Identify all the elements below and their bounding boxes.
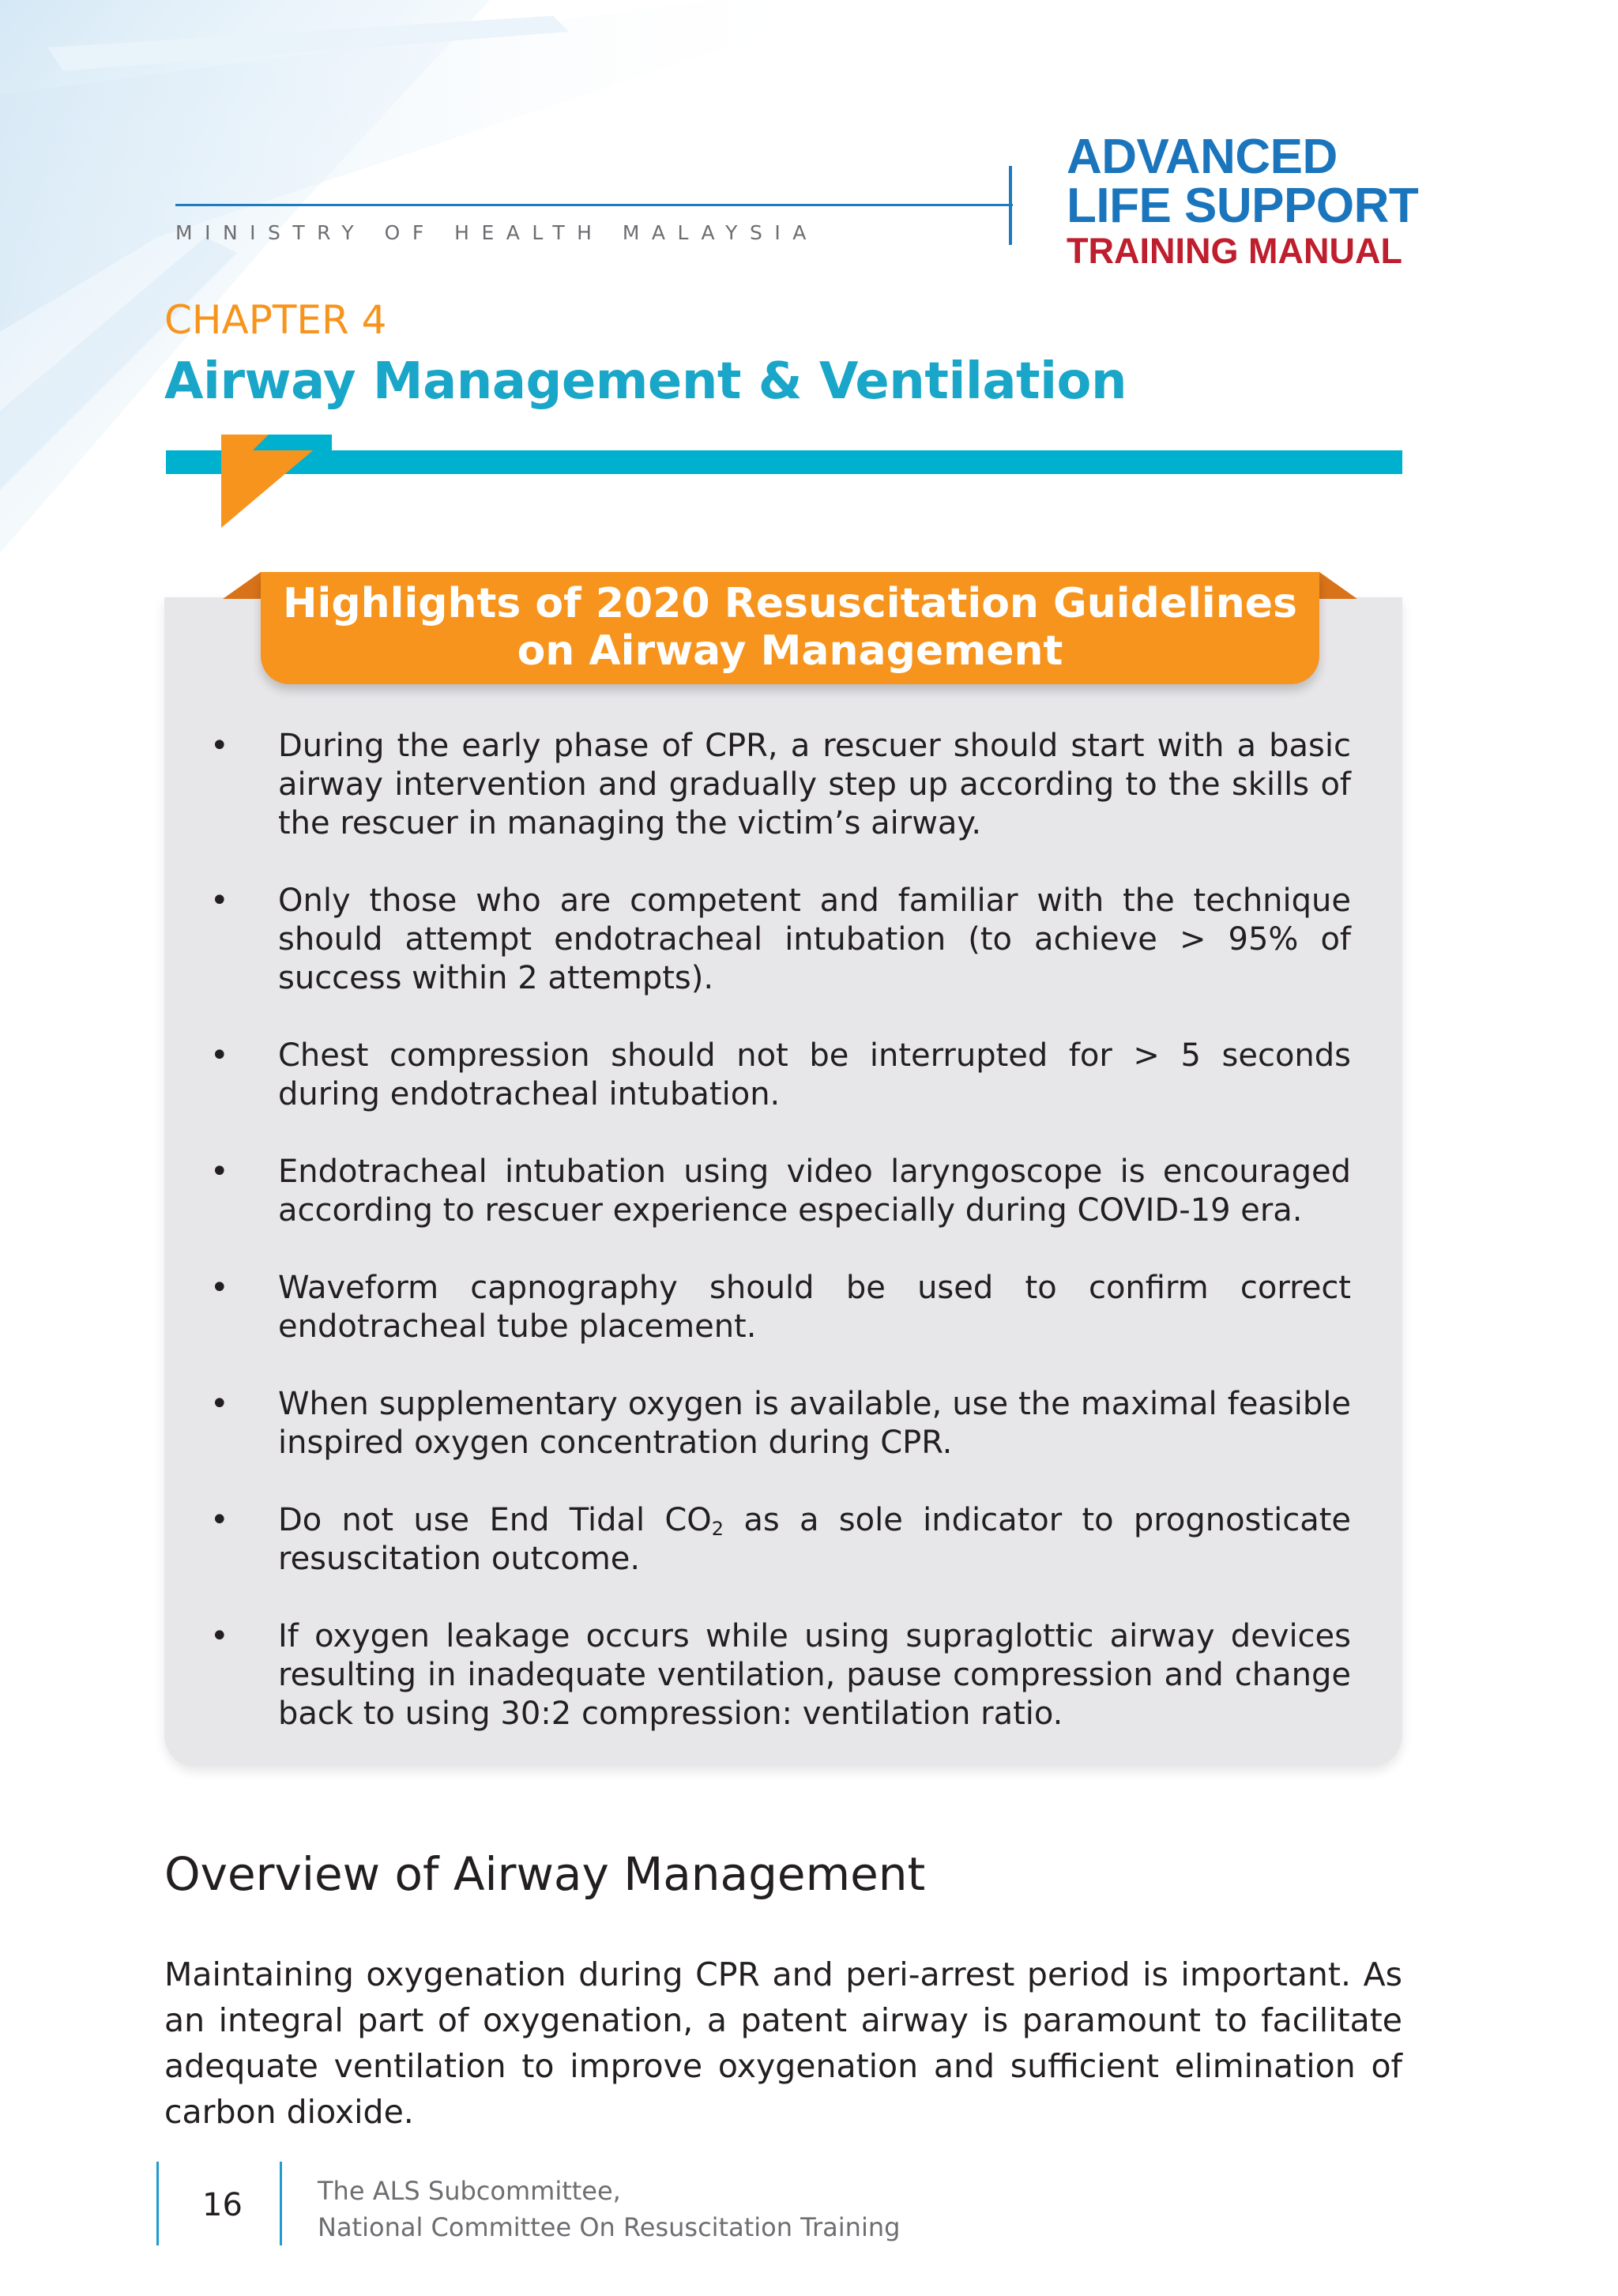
list-item: • Waveform capnography should be used to confirm correct endotracheal tube placement. [210, 1270, 1351, 1345]
footer-credit [318, 2173, 900, 2245]
list-item: • Only those who are competent and familiar with the technique should attempt endotracheal intubation (to achieve > 95% of success within 2 attempts). [210, 883, 1351, 996]
highlights-title-line2: on Airway Management [517, 627, 1063, 675]
bullet-icon: • [210, 1618, 229, 1654]
chapter-number: CHAPTER 4 [164, 297, 387, 343]
bullet-icon: • [210, 1502, 229, 1538]
list-item: • Chest compression should not be interrupted for > 5 seconds during endotracheal intubation. [210, 1037, 1351, 1112]
highlights-banner [261, 572, 1319, 684]
footer-rule-right [280, 2162, 282, 2245]
footer-rule-left [156, 2162, 159, 2245]
highlights-list [198, 727, 1351, 1772]
chapter-triangle-accent [221, 435, 340, 529]
logo-line-training-manual: TRAINING MANUAL [1067, 231, 1402, 271]
logo-line-advanced: ADVANCED [1067, 130, 1338, 184]
chapter-title: Airway Management & Ventilation [164, 352, 1127, 411]
bullet-icon: • [210, 1386, 229, 1422]
bullet-icon: • [210, 1154, 229, 1190]
highlights-title-line1: Highlights of 2020 Resuscitation Guidelines [283, 580, 1297, 627]
ministry-label: MINISTRY OF HEALTH MALAYSIA [175, 221, 818, 244]
bullet-icon: • [210, 1037, 229, 1074]
footer-credit-line1: The ALS Subcommittee, [318, 2176, 621, 2206]
section-body: Maintaining oxygenation during CPR and peri-arrest period is important. As an integral part of oxygenation, a patent airway is paramount to facilitate adequate ventilation to improve oxygenation and sufficient elimination of carbon dioxide. [164, 1955, 1402, 2131]
footer-credit-line2: National Committee On Resuscitation Training [318, 2212, 901, 2242]
background-decoration [0, 0, 948, 632]
bullet-icon: • [210, 728, 229, 764]
list-item: • Do not use End Tidal $CO_2$ as a sole indicator to prognosticate resuscitation outcome. [210, 1502, 1351, 1577]
chapter-underline-bar [166, 450, 1402, 474]
section-title: Overview of Airway Management [164, 1847, 926, 1901]
banner-fold-right [1318, 572, 1357, 599]
manual-logo [1067, 130, 1419, 272]
header-rule-tick [1009, 166, 1012, 245]
banner-fold-left [223, 572, 262, 599]
list-item: • Endotracheal intubation using video laryngoscope is encouraged according to rescuer experience especially during COVID-19 era. [210, 1154, 1351, 1229]
bullet-icon: • [210, 883, 229, 919]
header-rule [175, 204, 1013, 206]
page-number: 16 [202, 2187, 243, 2223]
list-item: • During the early phase of CPR, a rescuer should start with a basic airway intervention and gradually step up according to the skills of the rescuer in managing the victim’s airway. [210, 728, 1351, 841]
list-item: • When supplementary oxygen is available, use the maximal feasible inspired oxygen concentration during CPR. [210, 1386, 1351, 1461]
logo-line-life-support: LIFE SUPPORT [1067, 179, 1419, 233]
bullet-icon: • [210, 1270, 229, 1306]
list-item: • If oxygen leakage occurs while using supraglottic airway devices resulting in inadequate ventilation, pause compression and change back to using 30:2 compression: ventilation ratio. [210, 1618, 1351, 1732]
